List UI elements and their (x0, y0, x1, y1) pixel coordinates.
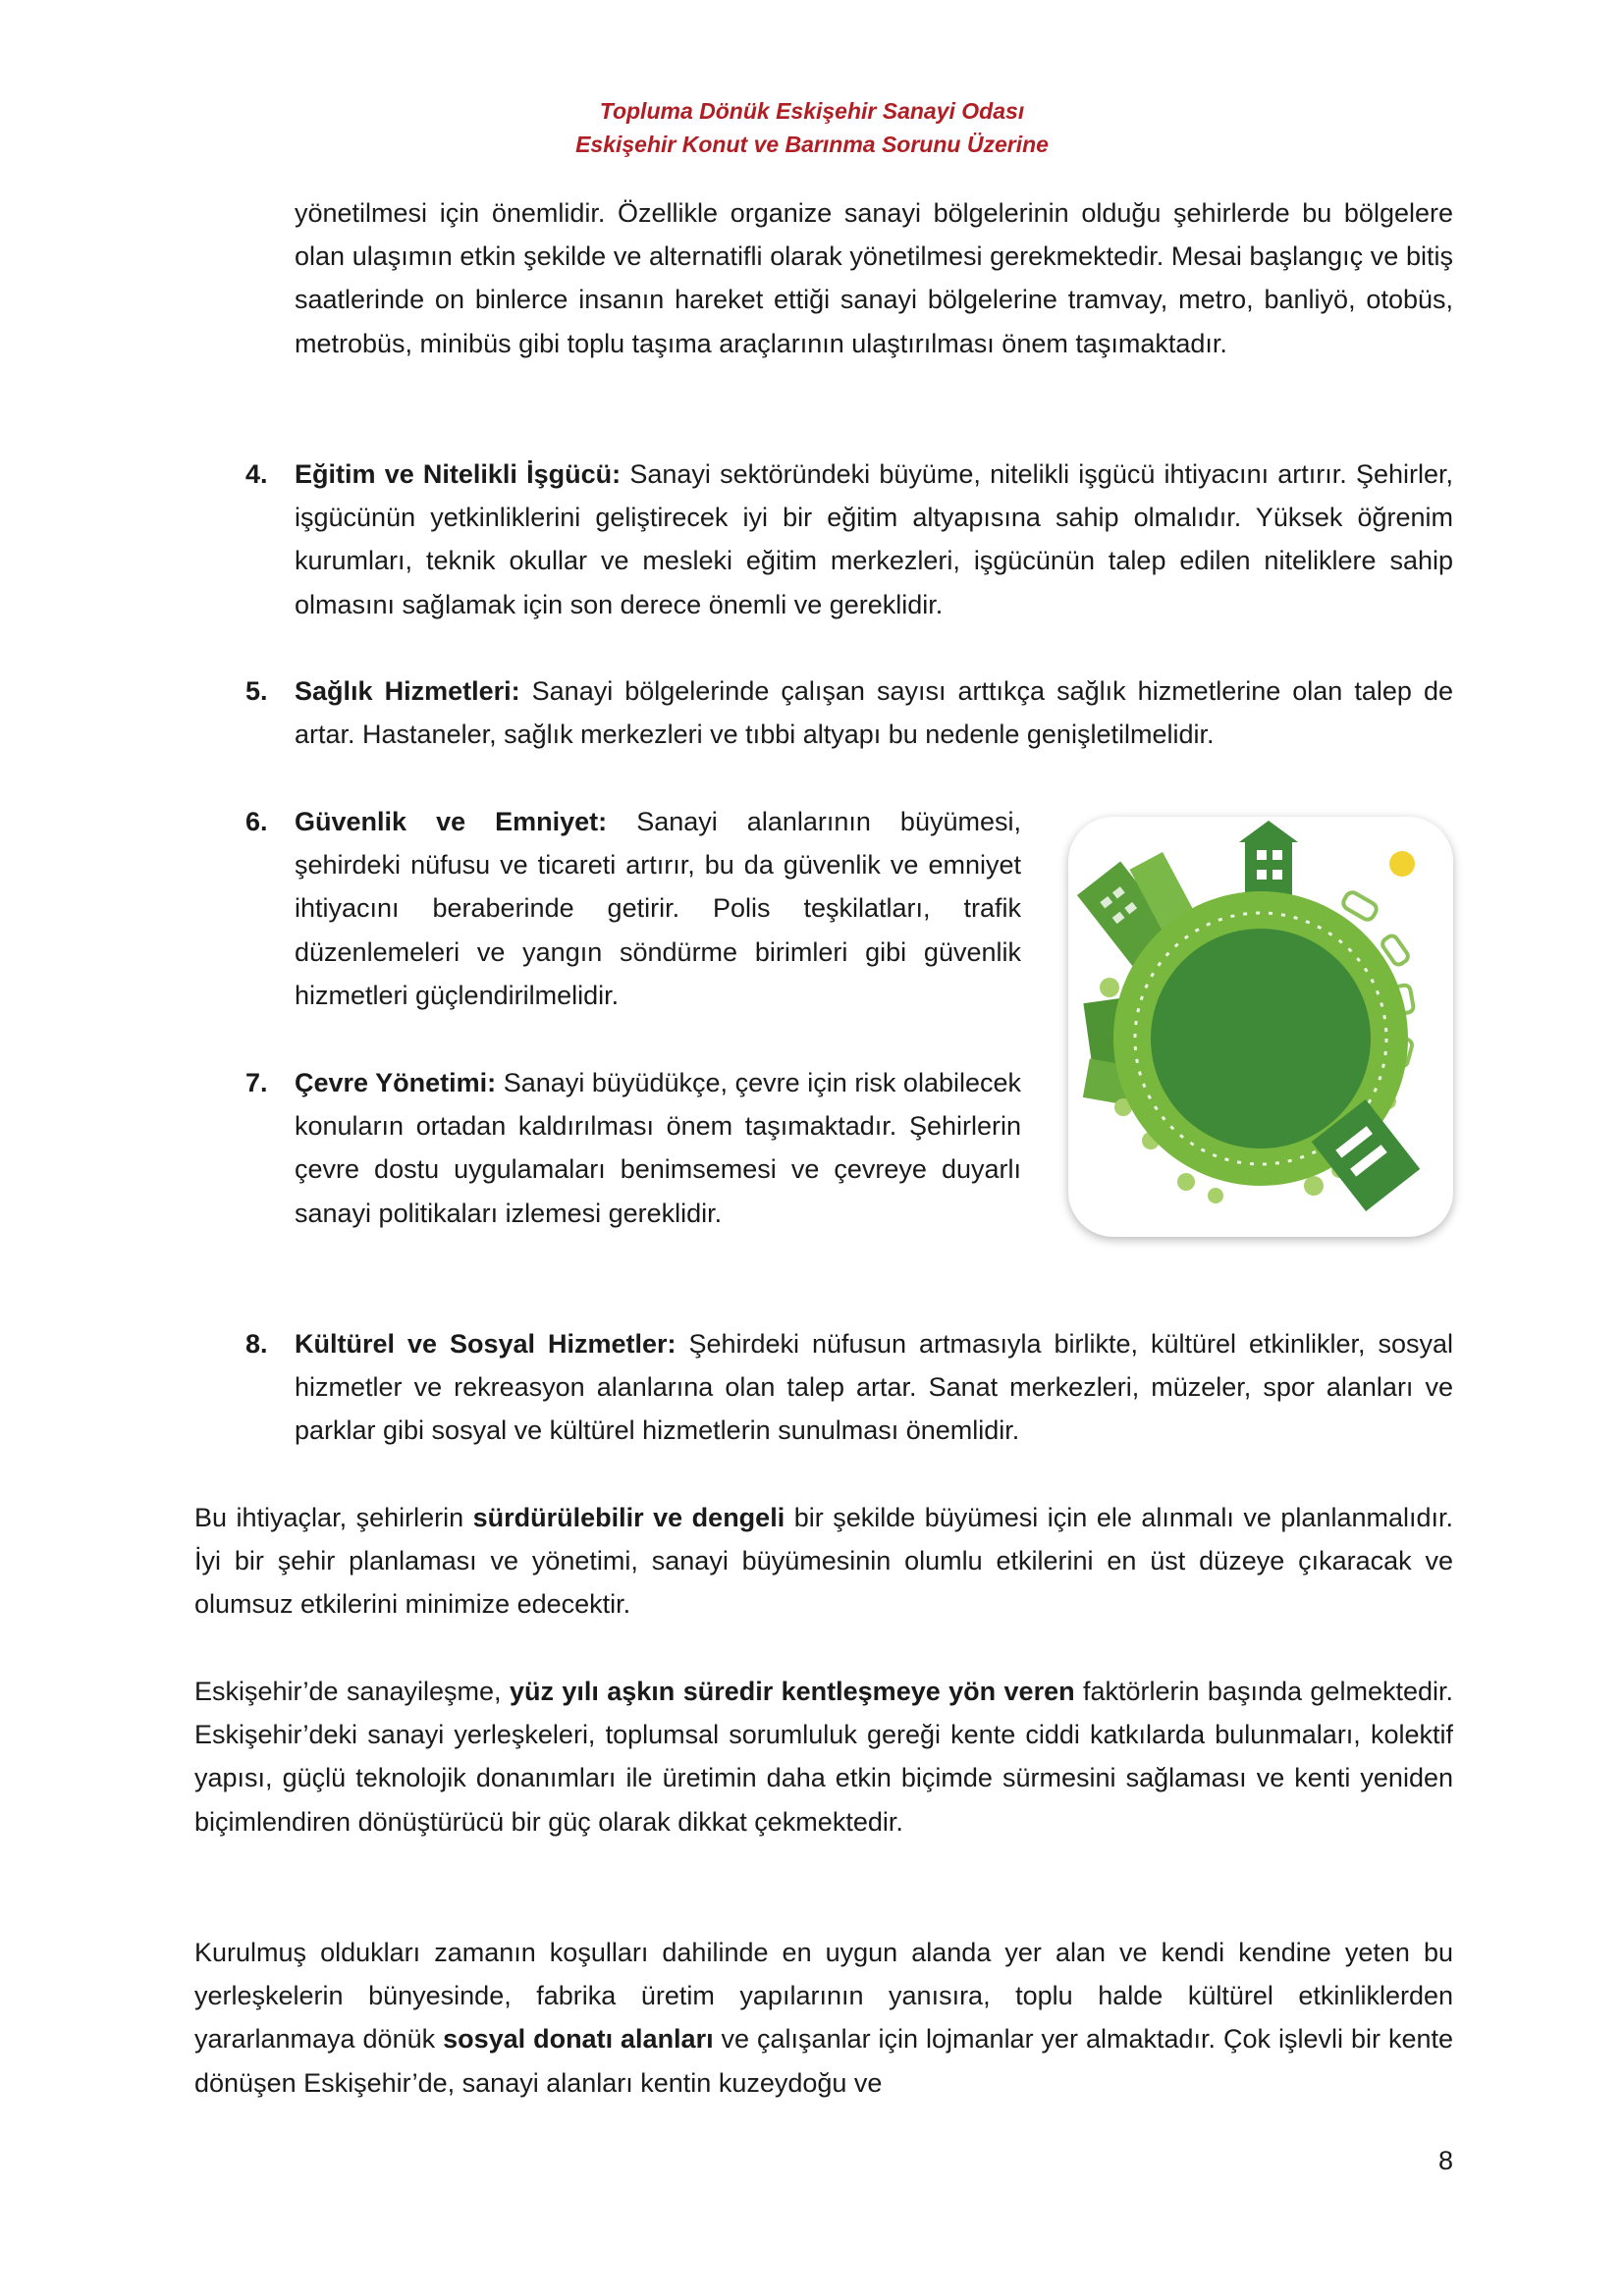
paragraph-industrialization (194, 1670, 1453, 1843)
intro-paragraph: yönetilmesi için önemlidir. Özellikle organize sanayi bölgelerinin olduğu şehirlerde bu bölgelere olan ulaşımın etkin şekilde ve alternatifli olarak yönetilmesi gerekmektedir. Mesai başlangıç ve bitiş saatlerinde on binlerce insanın hareket ettiği sanayi bölgelerine tramvay, metro, banliyö, otobüs, metrobüs, minibüs gibi toplu taşıma araçlarının ulaştırılması önem taşımaktadır. (295, 198, 1453, 358)
green-city-globe-illustration (1068, 817, 1453, 1237)
list-item-4 (245, 453, 1454, 626)
sun-icon (1389, 851, 1415, 877)
list-number: 4. (245, 459, 268, 489)
paragraph-bold: sürdürülebilir ve dengeli (472, 1503, 785, 1532)
list-item-8 (245, 1322, 1453, 1453)
globe-inner (1151, 929, 1371, 1148)
paragraph-text: faktörlerin başında gelmektedir. Eskişehir’deki sanayi yerleşkeleri, toplumsal sorumluluk gereği kente ciddi katkılarda bulunmaları, kolektif yapısı, güçlü teknolojik donanımları ile üretimin daha etkin biçimde sürmesini sağlaması ve kenti yeniden biçimlendiren dönüştürücü bir güç olarak dikkat çekmektedir. (194, 1677, 1453, 1837)
list-number: 7. (245, 1068, 268, 1097)
page-header (0, 94, 1624, 161)
paragraph-text: Kurulmuş oldukları zamanın koşulları dahilinde en uygun alanda yer alan ve kendi kendine yeten bu yerleşkelerin bünyesinde, fabrika üretim yapılarının yanısıra, toplu halde kültürel etkinliklerden yararlanmaya dönük (194, 1938, 1453, 2055)
list-number: 5. (245, 676, 268, 706)
list-item-5 (245, 669, 1453, 756)
paragraph-text: ve çalışanlar için lojmanlar yer almaktadır. Çok işlevli bir kente dönüşen Eskişehir’de, sanayi alanları kentin kuzeydoğu ve (194, 2024, 1453, 2098)
paragraph-text: Eskişehir’de sanayileşme, (194, 1677, 510, 1706)
list-item-title: Çevre Yönetimi: (295, 1068, 497, 1097)
list-item-title: Eğitim ve Nitelikli İşgücü: (295, 459, 622, 489)
page-number: 8 (1437, 2146, 1453, 2175)
list-item-7 (245, 1061, 1021, 1235)
list-item-title: Güvenlik ve Emniyet: (295, 807, 608, 836)
list-item-text: Şehirdeki nüfusun artmasıyla birlikte, kültürel etkinlikler, sosyal hizmetler ve rekreasyon alanlarına olan talep artar. Sanat merkezleri, müzeler, spor alanları ve parklar gibi sosyal ve kültürel hizmetlerin sunulması önemlidir. (295, 1329, 1453, 1446)
header-line-2: Eskişehir Konut ve Barınma Sorunu Üzerine (575, 132, 1049, 157)
list-number: 6. (245, 807, 268, 836)
paragraph-bold: yüz yılı aşkın süredir kentleşmeye yön veren (509, 1677, 1075, 1706)
paragraph-settlements (194, 1931, 1453, 2105)
list-item-text: Sanayi alanlarının büyümesi, şehirdeki nüfusu ve ticareti artırır, bu da güvenlik ve emniyet ihtiyacını beraberinde getirir. Polis teşkilatları, trafik düzenlemeleri ve yangın söndürme birimleri gibi güvenlik hizmetleri güçlendirilmelidir. (295, 807, 1021, 1010)
list-number: 8. (245, 1329, 268, 1359)
list-item-title: Sağlık Hizmetleri: (295, 676, 520, 706)
list-item-title: Kültürel ve Sosyal Hizmetler: (295, 1329, 677, 1359)
paragraph-bold: sosyal donatı alanları (443, 2024, 714, 2055)
paragraph-sustainable (194, 1496, 1453, 1627)
header-line-1: Topluma Dönük Eskişehir Sanayi Odası (599, 98, 1025, 124)
paragraph-text: Bu ihtiyaçlar, şehirlerin (194, 1503, 473, 1532)
paragraph-text: bir şekilde büyümesi için ele alınmalı ve planlanmalıdır. İyi bir şehir planlaması ve yönetimi, sanayi büyümesinin olumlu etkilerini en üst düzeye çıkaracak ve olumsuz etkilerini minimize edecektir. (194, 1503, 1454, 1620)
list-item-text: Sanayi bölgelerinde çalışan sayısı arttıkça sağlık hizmetlerine olan talep de artar. Hastaneler, sağlık merkezleri ve tıbbi altyapı bu nedenle genişletilmelidir. (295, 676, 1453, 750)
list-item-6 (245, 800, 1021, 1017)
list-item-text: Sanayi büyüdükçe, çevre için risk olabilecek konuların ortadan kaldırılması önem taşımaktadır. Şehirlerin çevre dostu uygulamaları benimsemesi ve çevreye duyarlı sanayi politikaları izlemesi gereklidir. (295, 1068, 1021, 1228)
house-icon (1239, 821, 1298, 899)
list-item-text: Sanayi sektöründeki büyüme, nitelikli işgücü ihtiyacını artırır. Şehirler, işgücünün yetkinliklerini geliştirecek iyi bir eğitim altyapısına sahip olmalıdır. Yüksek öğrenim kurumları, teknik okullar ve mesleki eğitim merkezleri, işgücünün talep edilen niteliklere sahip olmasını sağlamak için son derece önemli ve gereklidir. (295, 459, 1454, 619)
